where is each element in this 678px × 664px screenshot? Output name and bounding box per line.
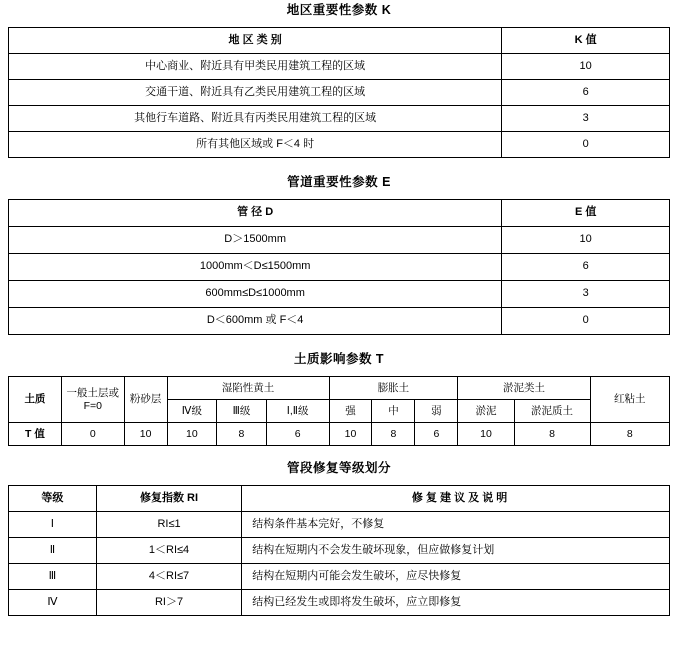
cell-t-value: 8 [217, 423, 267, 446]
table-row [9, 590, 670, 616]
cell-area-category: 中心商业、附近具有甲类民用建筑工程的区域 [9, 54, 502, 80]
cell-pipe-diameter: 600mm≤D≤1000mm [9, 281, 502, 308]
cell-k-value: 0 [502, 132, 670, 158]
header-group-expansive-soil: 膨胀土 [329, 377, 458, 400]
header-loess-grade-3: Ⅲ级 [217, 400, 267, 423]
cell-e-value: 3 [502, 281, 670, 308]
header-e-value: E 值 [502, 200, 670, 227]
cell-t-value: 8 [590, 423, 669, 446]
cell-k-value: 6 [502, 80, 670, 106]
cell-e-value: 6 [502, 254, 670, 281]
header-soil-type: 土质 [9, 377, 62, 423]
table-row [9, 564, 670, 590]
header-grade: 等级 [9, 486, 97, 512]
cell-t-value: 6 [415, 423, 458, 446]
table-header-row [9, 28, 670, 54]
cell-t-value: 0 [61, 423, 124, 446]
header-silt-layer: 粉砂层 [124, 377, 167, 423]
header-area-category: 地 区 类 别 [9, 28, 502, 54]
cell-t-value: 10 [329, 423, 372, 446]
table-repair-grade [8, 485, 670, 616]
table-row [9, 512, 670, 538]
cell-area-category: 交通干道、附近具有乙类民用建筑工程的区域 [9, 80, 502, 106]
cell-repair-advice: 结构已经发生或即将发生破坏，应立即修复 [242, 590, 670, 616]
cell-pipe-diameter: D＜600mm 或 F＜4 [9, 308, 502, 335]
cell-grade: Ⅰ [9, 512, 97, 538]
table-row [9, 254, 670, 281]
cell-t-value: 10 [124, 423, 167, 446]
cell-grade: Ⅳ [9, 590, 97, 616]
header-sludgy-soil: 淤泥质土 [514, 400, 590, 423]
cell-repair-index: 1＜RI≤4 [96, 538, 241, 564]
table-row [9, 281, 670, 308]
header-repair-advice: 修 复 建 议 及 说 明 [242, 486, 670, 512]
section-title-repair-grade: 管段修复等级划分 [286, 461, 391, 475]
table-header-row [9, 486, 670, 512]
header-group-sludge-soil: 淤泥类土 [458, 377, 590, 400]
header-expansive-weak: 弱 [415, 400, 458, 423]
header-group-collapsible-loess: 湿陷性黄土 [167, 377, 329, 400]
cell-repair-advice: 结构在短期内不会发生破坏现象，但应做修复计划 [242, 538, 670, 564]
header-loess-grade-4: Ⅳ级 [167, 400, 217, 423]
cell-repair-index: 4＜RI≤7 [96, 564, 241, 590]
cell-k-value: 3 [502, 106, 670, 132]
table-row [9, 80, 670, 106]
cell-pipe-diameter: 1000mm＜D≤1500mm [9, 254, 502, 281]
header-repair-index: 修复指数 RI [96, 486, 241, 512]
header-red-clay: 红粘土 [590, 377, 669, 423]
cell-area-category: 所有其他区域或 F＜4 时 [9, 132, 502, 158]
cell-repair-index: RI≤1 [96, 512, 241, 538]
header-loess-grade-1-2: Ⅰ,Ⅱ级 [266, 400, 329, 423]
table-soil-parameter [8, 376, 670, 446]
table-header-row-group [9, 377, 670, 400]
header-expansive-medium: 中 [372, 400, 415, 423]
section-title-area-importance: 地区重要性参数 K [286, 3, 392, 17]
table-header-row [9, 200, 670, 227]
table-area-importance [8, 27, 670, 158]
row-label-t-value: T 值 [9, 423, 62, 446]
cell-pipe-diameter: D＞1500mm [9, 227, 502, 254]
cell-t-value: 10 [167, 423, 217, 446]
cell-t-value: 8 [372, 423, 415, 446]
header-pipe-diameter: 管 径 D [9, 200, 502, 227]
section-title-soil-parameter: 土质影响参数 T [293, 352, 385, 366]
header-k-value: K 值 [502, 28, 670, 54]
cell-repair-advice: 结构条件基本完好，不修复 [242, 512, 670, 538]
section-title-pipe-importance: 管道重要性参数 E [287, 175, 391, 189]
header-general-soil: 一般土层或 F=0 [61, 377, 124, 423]
cell-t-value: 8 [514, 423, 590, 446]
table-row [9, 227, 670, 254]
cell-repair-index: RI＞7 [96, 590, 241, 616]
cell-grade: Ⅱ [9, 538, 97, 564]
table-row [9, 538, 670, 564]
cell-repair-advice: 结构在短期内可能会发生破坏，应尽快修复 [242, 564, 670, 590]
header-expansive-strong: 强 [329, 400, 372, 423]
cell-e-value: 0 [502, 308, 670, 335]
cell-area-category: 其他行车道路、附近具有丙类民用建筑工程的区域 [9, 106, 502, 132]
table-row-t-values [9, 423, 670, 446]
table-row [9, 132, 670, 158]
table-pipe-importance [8, 199, 670, 335]
cell-e-value: 10 [502, 227, 670, 254]
table-row [9, 106, 670, 132]
cell-grade: Ⅲ [9, 564, 97, 590]
table-row [9, 308, 670, 335]
header-sludge: 淤泥 [458, 400, 514, 423]
table-row [9, 54, 670, 80]
cell-t-value: 6 [266, 423, 329, 446]
cell-k-value: 10 [502, 54, 670, 80]
cell-t-value: 10 [458, 423, 514, 446]
